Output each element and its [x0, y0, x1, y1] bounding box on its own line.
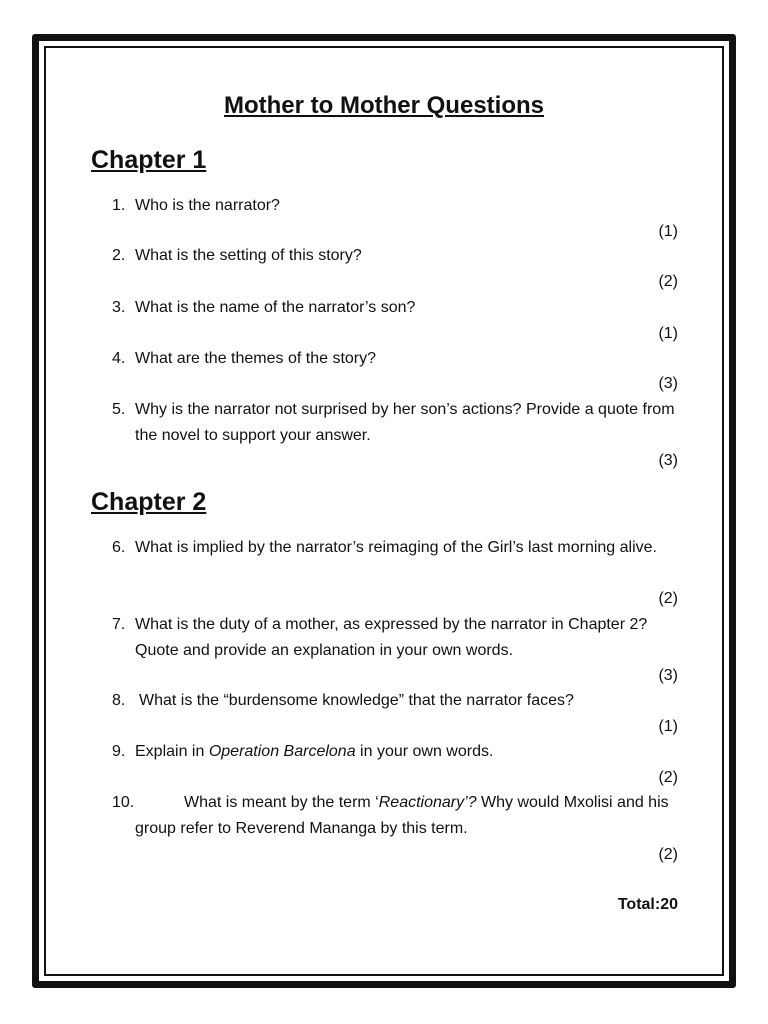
question-text: What is the name of the narrator’s son?: [135, 299, 416, 316]
question-9-marks: (2): [658, 769, 678, 786]
question-text: [100, 790, 680, 842]
question-number: 4.: [112, 350, 126, 367]
question-number: 5.: [112, 401, 126, 418]
question-text-part: What is meant by the term ‘: [184, 794, 379, 811]
question-10-marks: (2): [658, 846, 678, 863]
question-6: [100, 535, 680, 561]
chapter-1-heading: Chapter 1: [91, 146, 207, 174]
question-8-marks: (1): [658, 718, 678, 735]
question-text-italic: Operation Barcelona: [208, 743, 356, 760]
question-text: What is the setting of this story?: [135, 247, 362, 264]
question-number: 10.: [112, 794, 135, 811]
question-text: What is the duty of a mother, as expressed by the narrator in Chapter 2? Quote and provide an explanation in your own words.: [135, 616, 648, 659]
question-text: Who is the narrator?: [135, 197, 280, 214]
page-title: Mother to Mother Questions: [224, 92, 544, 119]
question-text: [100, 739, 680, 765]
question-7-marks: (3): [658, 667, 678, 684]
question-number: 9.: [112, 743, 126, 760]
question-9: [100, 739, 680, 765]
question-number: 8.: [112, 692, 126, 709]
total-marks: Total:20: [617, 896, 678, 913]
question-4: [100, 346, 680, 372]
question-number: 7.: [112, 616, 126, 633]
question-1: [100, 193, 680, 219]
question-3-marks: (1): [658, 325, 678, 342]
question-3: [100, 295, 680, 321]
question-10: [100, 790, 680, 842]
question-text-part: Why would Mxolisi and his group refer to Reverend Mananga by this term.: [135, 794, 669, 837]
question-5: [100, 397, 680, 449]
question-8: [100, 688, 680, 714]
question-1-marks: (1): [658, 223, 678, 240]
question-text: What is implied by the narrator’s reimaging of the Girl’s last morning alive.: [135, 539, 657, 556]
question-number: 1.: [112, 197, 126, 214]
question-text: What are the themes of the story?: [135, 350, 377, 367]
chapter-2-heading: Chapter 2: [91, 488, 207, 516]
question-text: What is the “burdensome knowledge” that the narrator faces?: [139, 692, 574, 709]
question-text-part: in your own words.: [355, 743, 494, 760]
question-4-marks: (3): [658, 375, 678, 392]
question-number: 2.: [112, 247, 126, 264]
question-text-part: Explain in: [135, 743, 209, 760]
question-7: [100, 612, 680, 664]
question-text: Why is the narrator not surprised by her son’s actions? Provide a quote from the novel to support your answer.: [135, 401, 675, 444]
question-number: 6.: [112, 539, 126, 556]
question-6-marks: (2): [658, 590, 678, 607]
question-5-marks: (3): [658, 452, 678, 469]
question-text-italic: Reactionary’?: [378, 794, 477, 811]
question-2: [100, 243, 680, 269]
question-2-marks: (2): [658, 273, 678, 290]
question-number: 3.: [112, 299, 126, 316]
